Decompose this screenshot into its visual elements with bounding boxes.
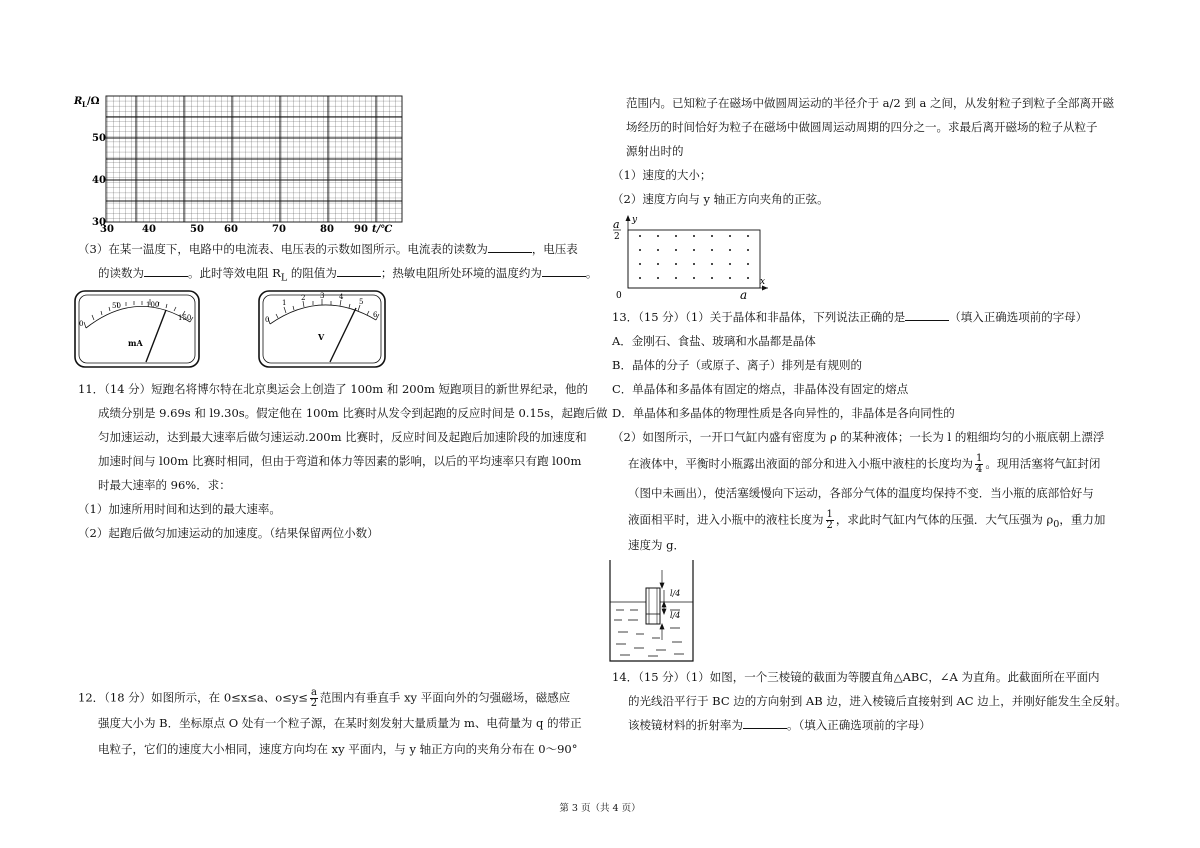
q12-cont-line: 场经历的时间恰好为粒子在磁场中做圆周运动周期的四分之一。求最后离开磁场的粒子从粒子 [626, 120, 1098, 134]
q12-line: 强度大小为 B．坐标原点 O 处有一个粒子源，在某时刻发射大量质量为 m、电荷量为 q 的带正 [98, 716, 582, 730]
fraction: $\frac{a}{2}$ [310, 687, 318, 709]
fig-a-half-numerator: a [613, 218, 620, 231]
q14-line3: 该棱镜材料的折射率为 。（填入正确选项前的字母） [628, 718, 931, 732]
fig-x-label: x [760, 277, 766, 287]
voltmeter-tick: 0 [265, 316, 270, 324]
graph-y-tick: 40 [92, 175, 106, 186]
q11-line: 匀加速运动，达到最大速率后做匀速运动.200m 比赛时，反应时间及起跑后加速阶段的加速度和 [98, 430, 587, 444]
q13-option-b: B．晶体的分子（或原子、离子）排列是有规则的 [612, 358, 862, 372]
graph-xlabel: t/℃ [372, 224, 393, 234]
graph-x-tick: 40 [142, 224, 156, 234]
graph-y-tick: 50 [92, 133, 106, 144]
q13-line1: 13．（15 分）（1）关于晶体和非晶体，下列说法正确的是 （填入正确选项前的字母） [612, 310, 1088, 324]
graph-y-tick: 30 [92, 217, 106, 228]
q11-line: 时最大速率的 96%．求： [98, 478, 231, 492]
answer-blank[interactable] [488, 240, 532, 253]
fig-l4-label: l/4 [670, 589, 681, 598]
q10-part3-line2: 的读数为 。此时等效电阻 $R_L$ 的阻值为 ；热敏电阻所处环境的温度约为 。 [98, 266, 598, 284]
graph-ylabel: R [74, 96, 83, 107]
q11-line: 加速时间与 l00m 比赛时相同，但由于弯道和体力等因素的影响，以后的平均速率只有跑 l00m [98, 454, 582, 468]
q13-part2-line4: 液面相平时，进入小瓶中的液柱长度为 $\frac{1}{2}$ ，求此时气缸内气体的压强．大气压强为 $\rho_0$，重力加 [628, 509, 1106, 531]
ammeter-tick: 50 [112, 302, 121, 310]
q13-part2-line2: 在液体中，平衡时小瓶露出液面的部分和进入小瓶中液柱的长度均为 $\frac{1}{4}$ 。现用活塞将气缸封闭 [628, 453, 1101, 475]
fig-y-label: y [632, 215, 638, 225]
graph-x-tick: 80 [320, 224, 334, 234]
field-dots [639, 235, 749, 279]
answer-blank[interactable] [337, 264, 381, 277]
fig-origin-label: 0 [616, 291, 622, 301]
fig-l4-label: l/4 [670, 611, 681, 620]
fraction: $\frac{1}{4}$ [976, 453, 983, 475]
ammeter-tick: 0 [79, 320, 84, 328]
ammeter-tick: 100 [146, 301, 160, 309]
voltmeter-tick: 5 [359, 298, 364, 306]
fraction: $\frac{1}{2}$ [826, 509, 833, 531]
q12-subquestion-1: （1）速度的大小； [612, 168, 712, 182]
fig-a-half-denominator: 2 [614, 232, 620, 242]
magnetic-field-figure [610, 212, 770, 302]
resistance-temperature-graph [72, 86, 412, 234]
voltmeter-tick: 1 [282, 299, 287, 307]
voltmeter-tick: 4 [339, 293, 344, 301]
voltmeter-tick: 3 [320, 292, 325, 300]
q10-part3-line1: （3）在某一温度下，电路中的电流表、电压表的示数如图所示。电流表的读数为 ，电压表 [78, 242, 578, 256]
graph-x-tick: 60 [224, 224, 238, 234]
page-footer: 第 3 页（共 4 页） [559, 803, 641, 814]
q12-cont-line: 源射出时的 [626, 144, 684, 158]
cylinder-bottle-figure [608, 558, 696, 664]
ammeter-dial [74, 290, 200, 368]
voltmeter-tick: 2 [301, 294, 306, 302]
answer-blank[interactable] [743, 716, 787, 729]
q12-line1: 12．（18 分）如图所示，在 0≤x≤a、o≤y≤ $\frac{a}{2}$ 范围内有垂直手 xy 平面向外的匀强磁场，磁感应 [78, 687, 571, 709]
q12-cont-line: 范围内。已知粒子在磁场中做圆周运动的半径介于 a/2 到 a 之间，从发射粒子到粒子全部离开磁 [626, 96, 1115, 110]
q11-line: 成绩分别是 9.69s 和 l9.30s。假定他在 100m 比赛时从发令到起跑的反应时间是 0.15s，起跑后做 [98, 406, 608, 420]
q11-line: 11．（14 分）短跑名将博尔特在北京奥运会上创造了 100m 和 200m 短跑项目的新世界纪录，他的 [78, 382, 588, 396]
q11-subquestion-2: （2）起跑后做匀加速运动的加速度。（结果保留两位小数） [78, 526, 379, 540]
q13-option-d: D．单晶体和多晶体的物理性质是各向异性的，非晶体是各向同性的 [612, 406, 955, 420]
q13-part2-line1: （2）如图所示，一开口气缸内盛有密度为 ρ 的某种液体；一长为 l 的粗细均匀的小瓶底朝上漂浮 [612, 430, 1105, 444]
q13-option-a: A．金刚石、食盐、玻璃和水晶都是晶体 [612, 334, 816, 348]
graph-x-tick: 70 [272, 224, 286, 234]
voltmeter-unit: V [318, 332, 325, 342]
q13-part2-line5: 速度为 g． [628, 538, 686, 552]
voltmeter-tick: 6 [373, 311, 378, 319]
voltmeter-dial [258, 290, 386, 368]
q12-line: 电粒子，它们的速度大小相同，速度方向均在 xy 平面内，与 y 轴正方向的夹角分布在 0～90° [98, 742, 578, 756]
graph-x-tick: 50 [190, 224, 204, 234]
graph-x-tick: 90 [354, 224, 368, 234]
answer-blank[interactable] [905, 308, 949, 321]
q13-part2-line3: （图中未画出），使活塞缓慢向下运动，各部分气体的温度均保持不变．当小瓶的底部恰好与 [628, 486, 1094, 500]
answer-blank[interactable] [144, 264, 188, 277]
graph-ylabel-sub: L [82, 100, 87, 109]
q14-line: 的光线沿平行于 BC 边的方向射到 AB 边，进入棱镜后直接射到 AC 边上，并刚好能发生全反射。 [628, 694, 1127, 708]
ammeter-unit: mA [128, 338, 143, 348]
ammeter-tick: 150 [178, 314, 192, 322]
q11-subquestion-1: （1）加速所用时间和达到的最大速率。 [78, 502, 281, 516]
fig-a-label: a [740, 288, 748, 302]
q13-option-c: C．单晶体和多晶体有固定的熔点，非晶体没有固定的熔点 [612, 382, 909, 396]
q12-subquestion-2: （2）速度方向与 y 轴正方向夹角的正弦。 [612, 192, 829, 206]
graph-x-tick: 30 [100, 224, 114, 234]
q14-line: 14．（15 分）（1）如图，一个三棱镜的截面为等腰直角△ABC，∠A 为直角。此截面所在平面内 [612, 670, 1100, 684]
answer-blank[interactable] [542, 264, 586, 277]
graph-ylabel-unit: /Ω [87, 96, 100, 107]
